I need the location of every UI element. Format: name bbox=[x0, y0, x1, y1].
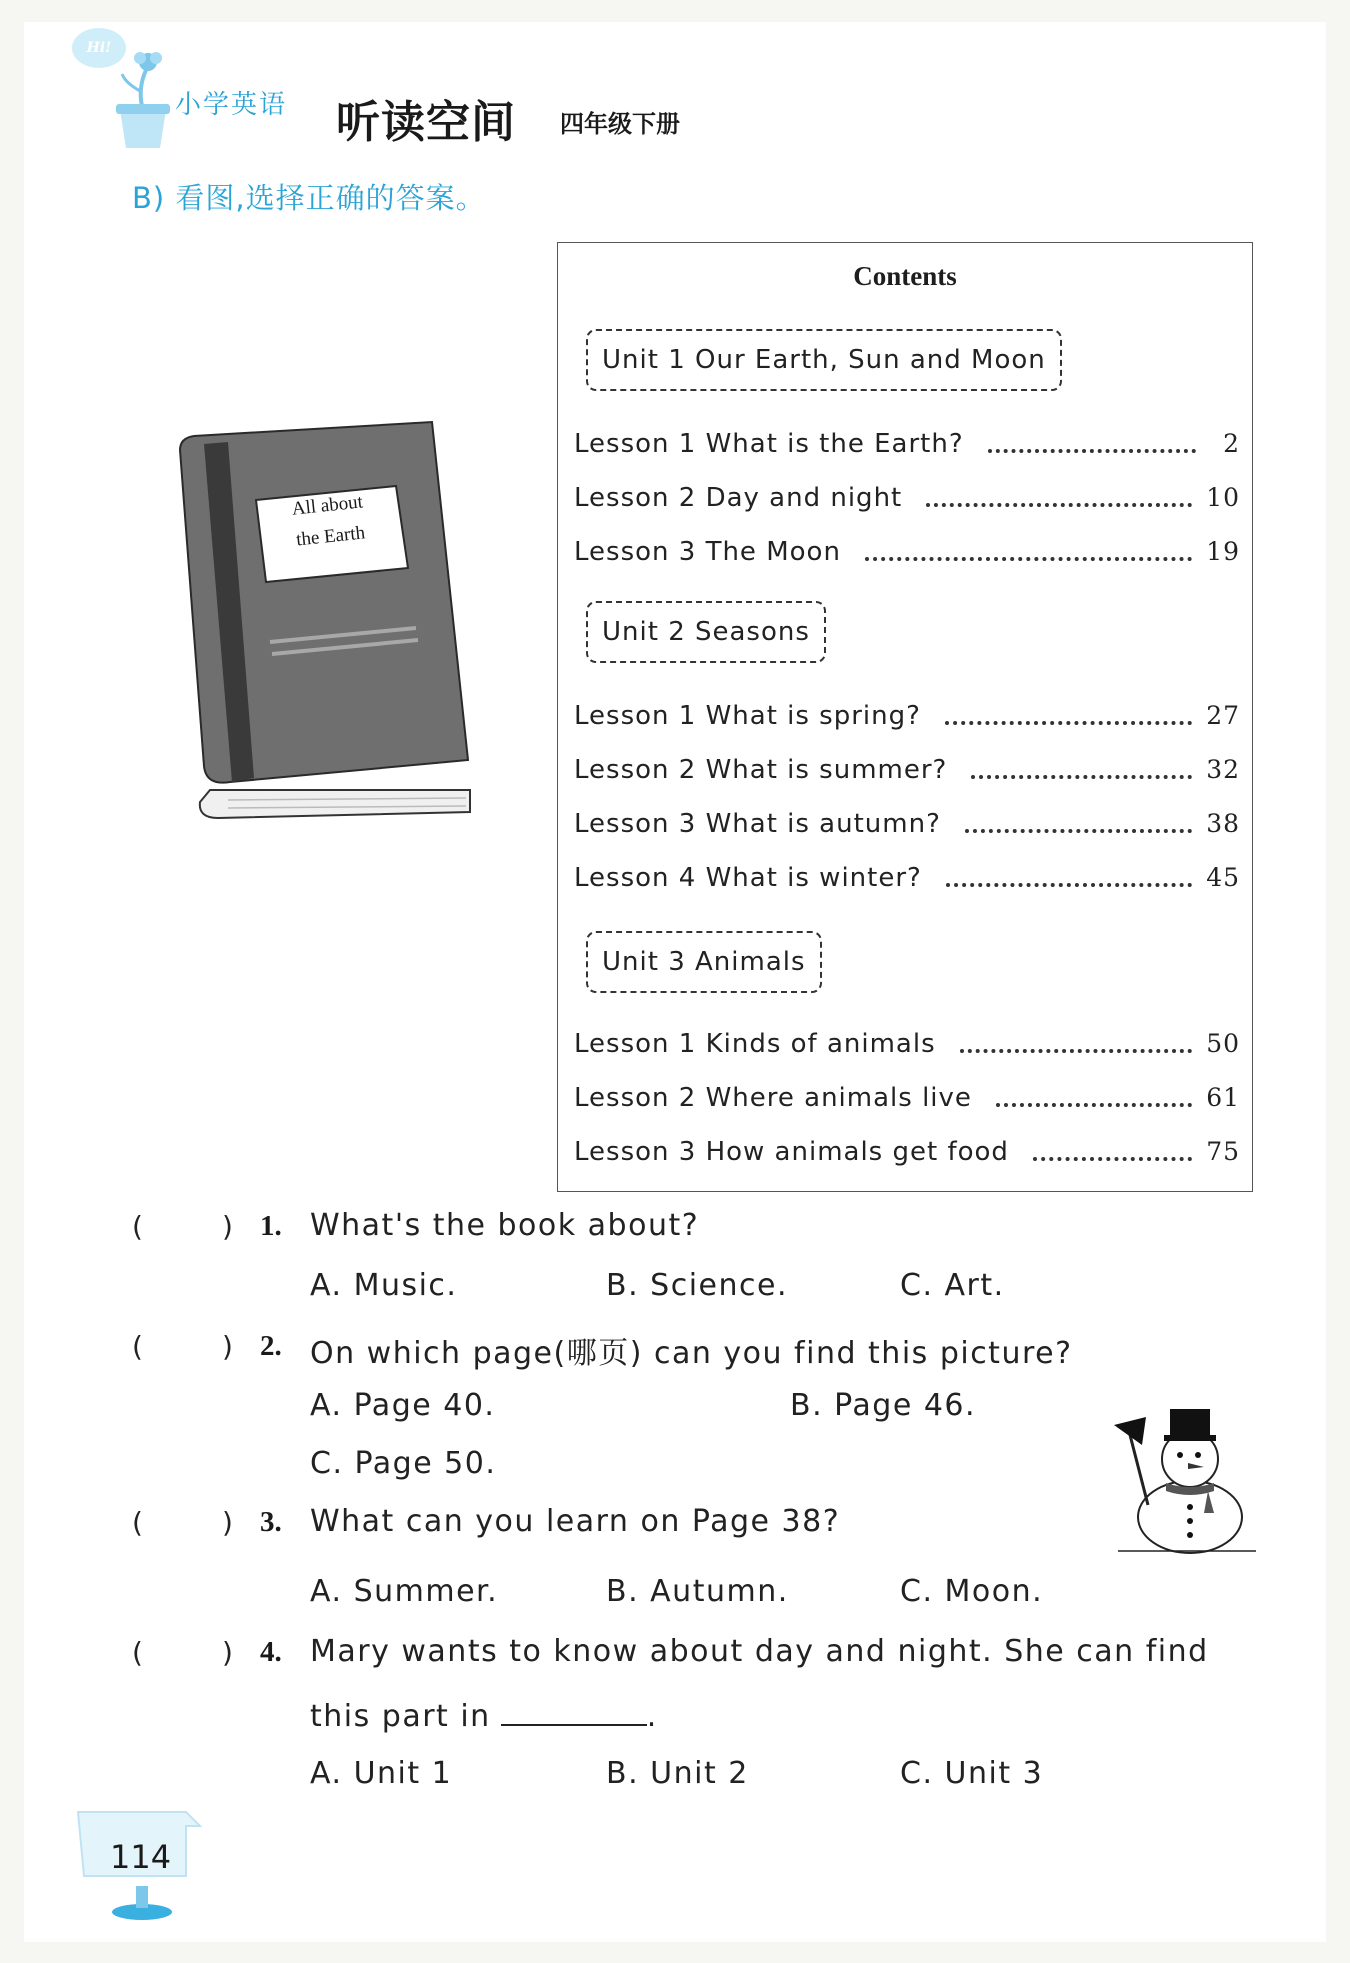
lesson-title: Lesson 1 Kinds of animals bbox=[574, 1029, 936, 1059]
option-c: C. Page 50. bbox=[310, 1446, 497, 1481]
flower-pot-icon bbox=[108, 48, 178, 152]
dot-leader bbox=[1033, 1149, 1192, 1161]
lesson-title: Lesson 3 What is autumn? bbox=[574, 809, 941, 839]
answer-paren-open: ( bbox=[132, 1210, 143, 1243]
lesson-title: Lesson 2 Day and night bbox=[574, 483, 903, 513]
contents-lesson bbox=[574, 809, 1240, 845]
lesson-page: 27 bbox=[1206, 701, 1240, 730]
contents-title: Contents bbox=[853, 261, 957, 291]
book-label-line2: the Earth bbox=[295, 522, 367, 551]
lesson-page: 75 bbox=[1206, 1137, 1240, 1166]
option-c: C. Moon. bbox=[900, 1574, 1044, 1609]
option-c: C. Unit 3 bbox=[900, 1756, 1044, 1791]
unit-heading-3: Unit 3 Animals bbox=[586, 931, 822, 993]
dot-leader bbox=[988, 441, 1196, 453]
series-name: 小学英语 bbox=[175, 90, 288, 120]
question-text: What's the book about? bbox=[310, 1208, 700, 1243]
question-number: 2. bbox=[260, 1330, 282, 1362]
lesson-title: Lesson 2 Where animals live bbox=[574, 1083, 972, 1113]
book-illustration bbox=[170, 420, 480, 830]
question-text: What can you learn on Page 38? bbox=[310, 1504, 841, 1539]
dot-leader bbox=[971, 767, 1192, 779]
lesson-title: Lesson 1 What is the Earth? bbox=[574, 429, 964, 459]
dot-leader bbox=[960, 1041, 1193, 1053]
question-number: 4. bbox=[260, 1636, 282, 1668]
lesson-page: 38 bbox=[1206, 809, 1240, 838]
lesson-title: Lesson 4 What is winter? bbox=[574, 863, 922, 893]
answer-paren-close: ) bbox=[222, 1506, 233, 1539]
question-text: Mary wants to know about day and night. She can find bbox=[310, 1634, 1209, 1669]
lesson-page: 2 bbox=[1223, 429, 1240, 458]
lesson-page: 10 bbox=[1206, 483, 1240, 512]
question-text-end: . bbox=[646, 1699, 658, 1734]
contents-lesson bbox=[574, 1137, 1240, 1173]
option-c: C. Art. bbox=[900, 1268, 1005, 1303]
lesson-page: 50 bbox=[1206, 1029, 1240, 1058]
grade-label: 四年级下册 bbox=[560, 109, 680, 138]
lesson-title: Lesson 3 How animals get food bbox=[574, 1137, 1009, 1167]
contents-lesson bbox=[574, 863, 1240, 899]
lesson-page: 61 bbox=[1206, 1083, 1240, 1112]
dot-leader bbox=[926, 495, 1192, 507]
book-title: 听读空间 bbox=[336, 97, 516, 148]
answer-paren-open: ( bbox=[132, 1636, 143, 1669]
contents-lesson bbox=[574, 701, 1240, 737]
answer-paren-close: ) bbox=[222, 1210, 233, 1243]
question-text: On which page(哪页) can you find this picture? bbox=[310, 1336, 1073, 1371]
contents-lesson bbox=[574, 429, 1240, 465]
option-a: A. Summer. bbox=[310, 1574, 499, 1609]
option-b: B. Unit 2 bbox=[606, 1756, 749, 1791]
lesson-page: 19 bbox=[1206, 537, 1240, 566]
book-label-line1: All about bbox=[290, 491, 364, 520]
contents-lesson bbox=[574, 1083, 1240, 1119]
hi-badge: Hi! bbox=[72, 28, 126, 68]
contents-lesson bbox=[574, 537, 1240, 573]
contents-lesson bbox=[574, 483, 1240, 519]
option-a: A. Page 40. bbox=[310, 1388, 496, 1423]
option-b: B. Page 46. bbox=[790, 1388, 977, 1423]
option-b: B. Science. bbox=[606, 1268, 788, 1303]
lesson-title: Lesson 2 What is summer? bbox=[574, 755, 948, 785]
contents-lesson bbox=[574, 755, 1240, 791]
option-b: B. Autumn. bbox=[606, 1574, 789, 1609]
answer-blank[interactable] bbox=[501, 1694, 647, 1726]
lesson-title: Lesson 1 What is spring? bbox=[574, 701, 921, 731]
dot-leader bbox=[946, 875, 1192, 887]
lesson-page: 32 bbox=[1206, 755, 1240, 784]
question-text-line2 bbox=[310, 1694, 658, 1734]
dot-leader bbox=[945, 713, 1192, 725]
lesson-title: Lesson 3 The Moon bbox=[574, 537, 841, 567]
lesson-page: 45 bbox=[1206, 863, 1240, 892]
snowman-picture bbox=[1108, 1395, 1258, 1555]
contents-lesson bbox=[574, 1029, 1240, 1065]
unit-heading-1: Unit 1 Our Earth, Sun and Moon bbox=[586, 329, 1062, 391]
option-a: A. Unit 1 bbox=[310, 1756, 453, 1791]
question-number: 1. bbox=[260, 1210, 282, 1242]
dot-leader bbox=[996, 1095, 1192, 1107]
dot-leader bbox=[965, 821, 1192, 833]
question-number: 3. bbox=[260, 1506, 282, 1538]
answer-paren-close: ) bbox=[222, 1330, 233, 1363]
answer-paren-open: ( bbox=[132, 1330, 143, 1363]
section-instruction: B) 看图,选择正确的答案。 bbox=[132, 181, 486, 215]
contents-panel bbox=[557, 242, 1253, 1192]
answer-paren-open: ( bbox=[132, 1506, 143, 1539]
dot-leader bbox=[865, 549, 1192, 561]
unit-heading-2: Unit 2 Seasons bbox=[586, 601, 826, 663]
page-number: 114 bbox=[110, 1838, 172, 1876]
answer-paren-close: ) bbox=[222, 1636, 233, 1669]
option-a: A. Music. bbox=[310, 1268, 458, 1303]
question-text-continued: this part in bbox=[310, 1699, 491, 1734]
